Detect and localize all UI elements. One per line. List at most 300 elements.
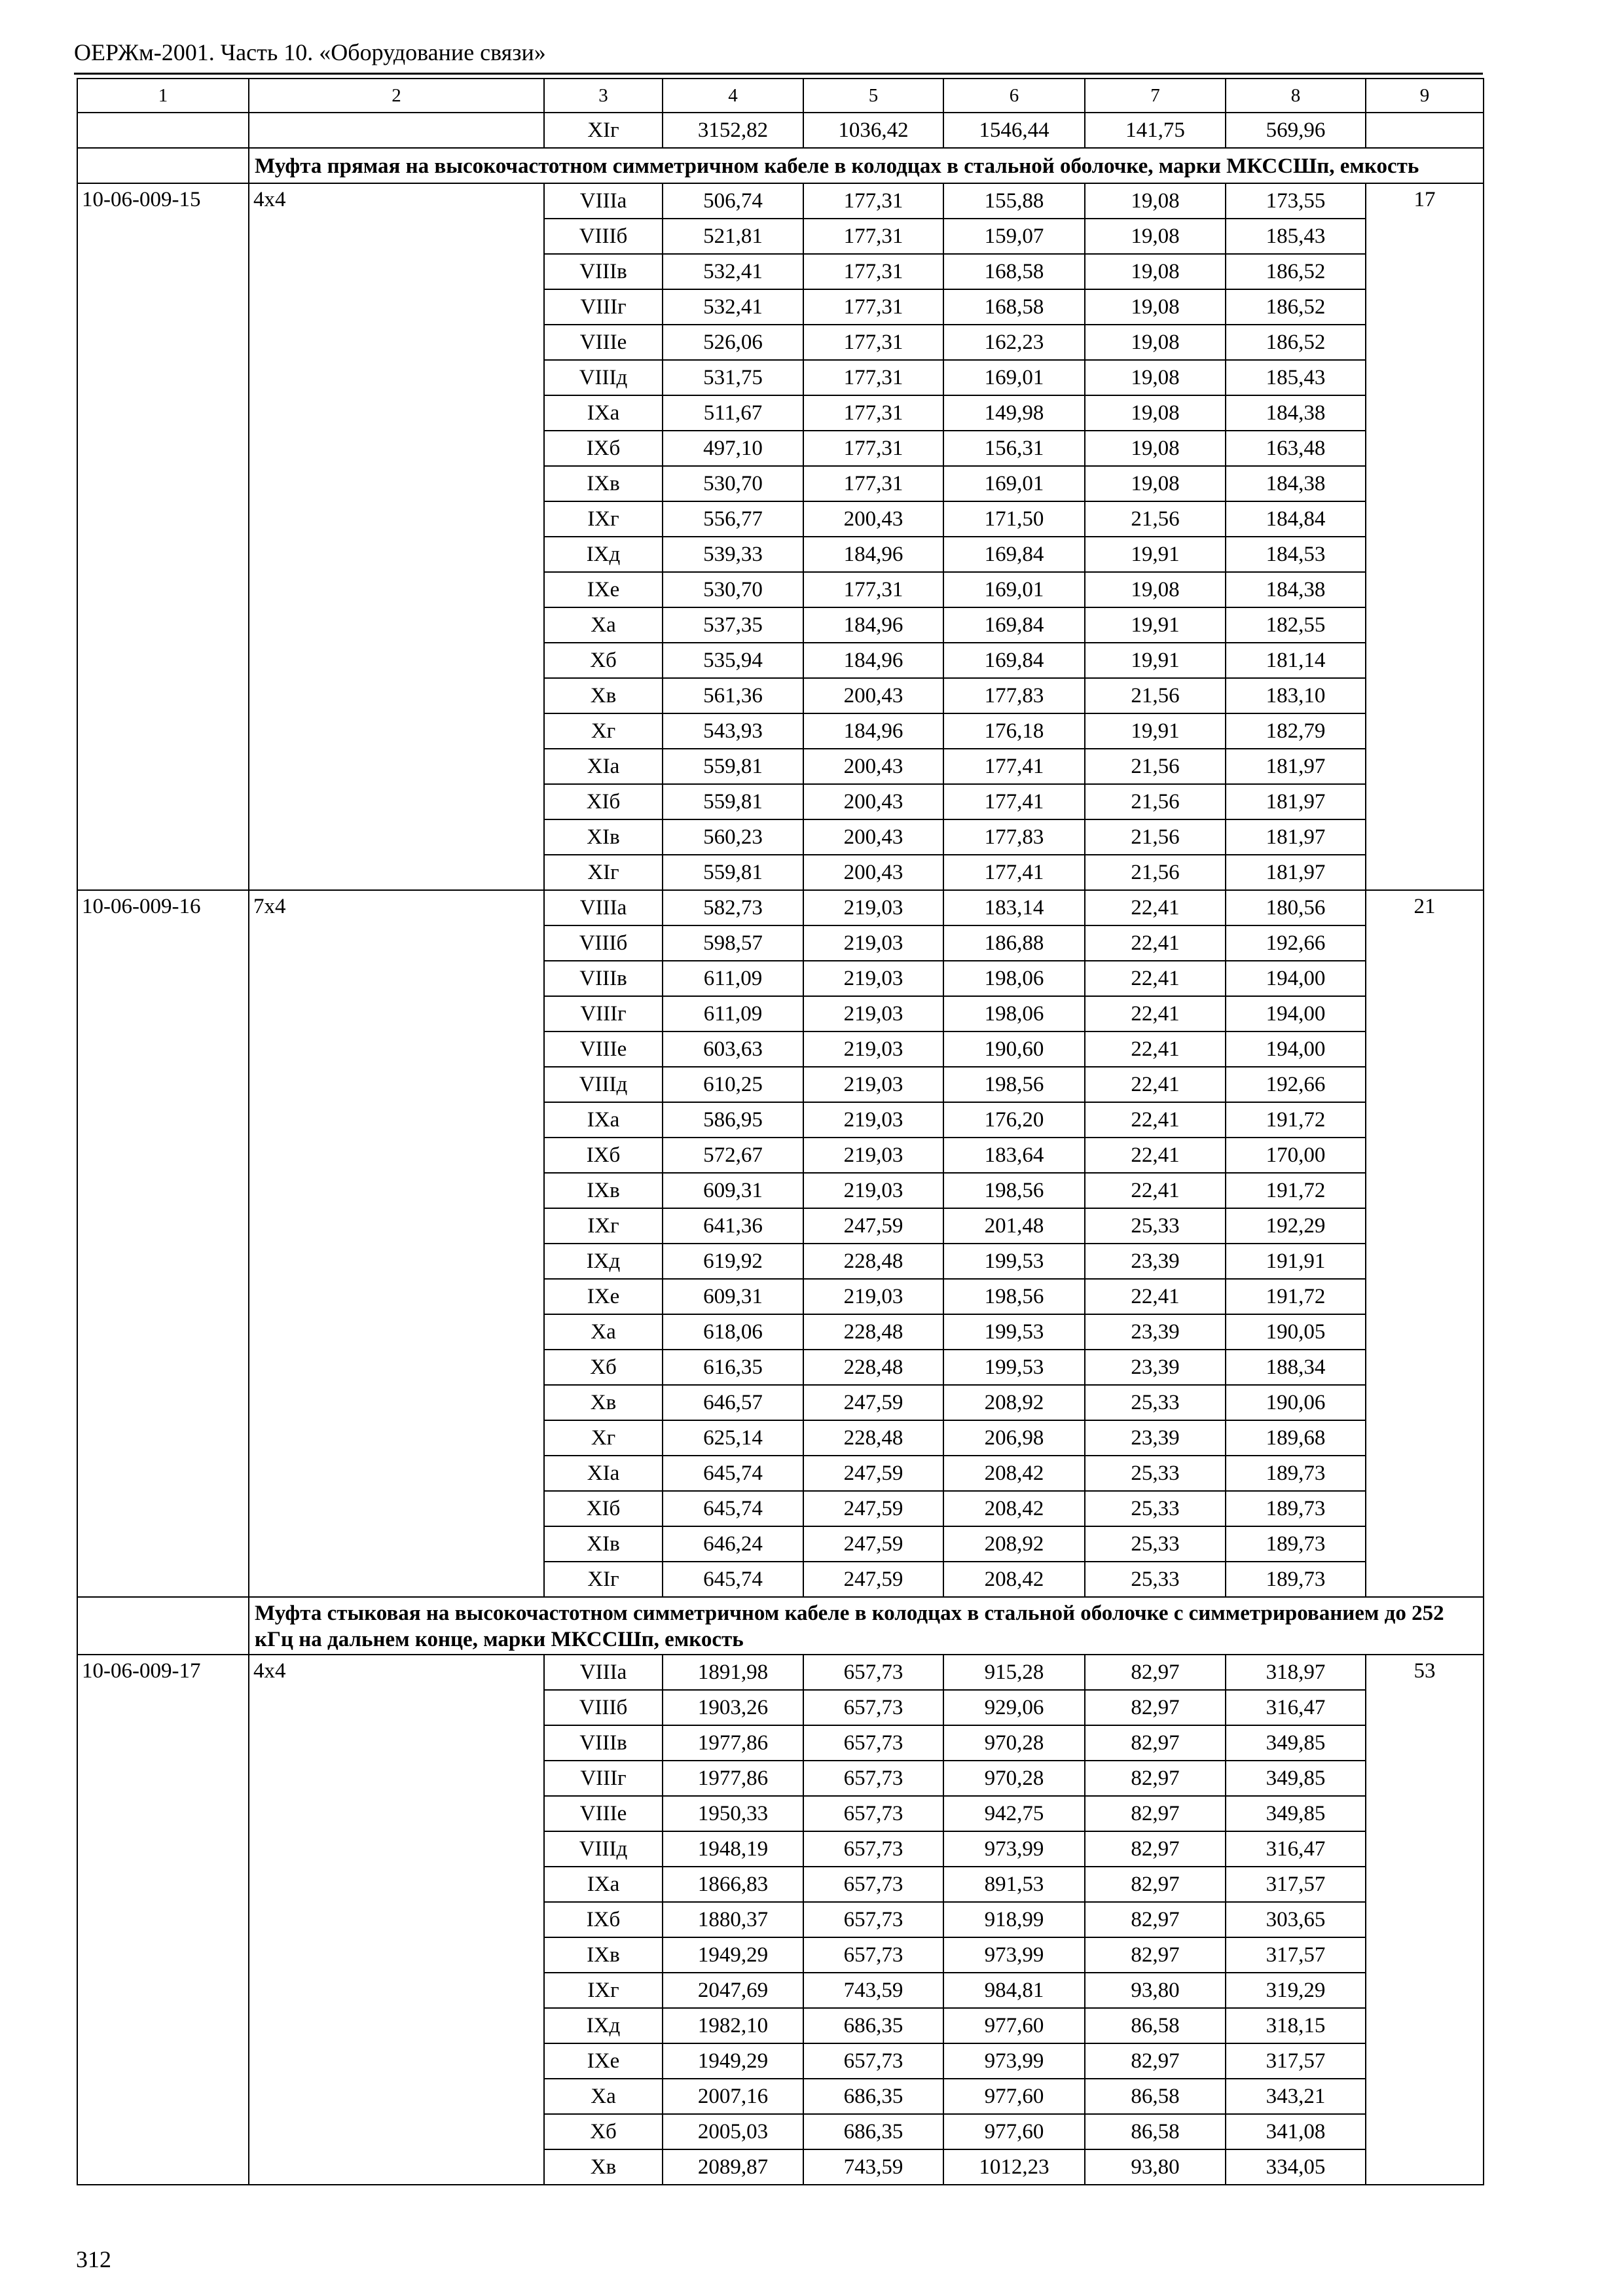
value-cell: 317,57: [1226, 1937, 1366, 1973]
value-cell: 559,81: [663, 855, 803, 890]
value-cell: 22,41: [1085, 1102, 1226, 1138]
value-cell: 521,81: [663, 219, 803, 254]
value-cell: 186,52: [1226, 325, 1366, 360]
value-cell: 191,72: [1226, 1279, 1366, 1314]
value-cell: 192,29: [1226, 1208, 1366, 1244]
value-cell: 168,58: [943, 289, 1085, 325]
value-cell: 977,60: [943, 2079, 1085, 2114]
value-cell: 190,05: [1226, 1314, 1366, 1350]
region-cell: XIа: [544, 749, 663, 784]
value-cell: 21,56: [1085, 819, 1226, 855]
value-cell: 349,85: [1226, 1725, 1366, 1761]
value-cell: 970,28: [943, 1725, 1085, 1761]
value-cell: 82,97: [1085, 1761, 1226, 1796]
value-cell: 559,81: [663, 784, 803, 819]
value-cell: 21,56: [1085, 784, 1226, 819]
value-cell: 645,74: [663, 1491, 803, 1526]
col9-cell: [1366, 113, 1484, 148]
value-cell: 657,73: [803, 1831, 943, 1867]
value-cell: 219,03: [803, 1173, 943, 1208]
value-cell: 219,03: [803, 1102, 943, 1138]
region-cell: XIг: [544, 855, 663, 890]
value-cell: 228,48: [803, 1420, 943, 1456]
value-cell: 184,38: [1226, 572, 1366, 607]
rate-code: 10-06-009-17: [77, 1655, 249, 2185]
value-cell: 189,73: [1226, 1491, 1366, 1526]
value-cell: 186,52: [1226, 289, 1366, 325]
value-cell: 19,91: [1085, 537, 1226, 572]
value-cell: 22,41: [1085, 996, 1226, 1031]
region-cell: Xв: [544, 2149, 663, 2185]
region-cell: VIIIд: [544, 1067, 663, 1102]
value-cell: 191,91: [1226, 1244, 1366, 1279]
region-cell: IXг: [544, 1208, 663, 1244]
value-cell: 228,48: [803, 1350, 943, 1385]
value-cell: 973,99: [943, 1937, 1085, 1973]
value-cell: 686,35: [803, 2114, 943, 2149]
region-cell: IXа: [544, 395, 663, 431]
value-cell: 159,07: [943, 219, 1085, 254]
value-cell: 200,43: [803, 501, 943, 537]
region-cell: XIг: [544, 1562, 663, 1597]
value-cell: 177,31: [803, 466, 943, 501]
value-cell: 199,53: [943, 1350, 1085, 1385]
value-cell: 1949,29: [663, 2043, 803, 2079]
value-cell: 162,23: [943, 325, 1085, 360]
value-cell: 21,56: [1085, 855, 1226, 890]
rate-code: 10-06-009-16: [77, 890, 249, 1597]
value-cell: 163,48: [1226, 431, 1366, 466]
value-cell: 192,66: [1226, 1067, 1366, 1102]
value-cell: 184,96: [803, 537, 943, 572]
value-cell: 194,00: [1226, 961, 1366, 996]
region-cell: Xб: [544, 2114, 663, 2149]
section-blank-cell: [77, 1597, 249, 1655]
region-cell: IXв: [544, 466, 663, 501]
value-cell: 19,08: [1085, 325, 1226, 360]
value-cell: 303,65: [1226, 1902, 1366, 1937]
value-cell: 3152,82: [663, 113, 803, 148]
column-number: 6: [943, 79, 1085, 113]
region-cell: Xб: [544, 1350, 663, 1385]
value-cell: 973,99: [943, 2043, 1085, 2079]
value-cell: 530,70: [663, 466, 803, 501]
value-cell: 82,97: [1085, 1690, 1226, 1725]
value-cell: 543,93: [663, 713, 803, 749]
value-cell: 93,80: [1085, 1973, 1226, 2008]
value-cell: 19,08: [1085, 183, 1226, 219]
value-cell: 19,08: [1085, 254, 1226, 289]
value-cell: 686,35: [803, 2079, 943, 2114]
value-cell: 185,43: [1226, 219, 1366, 254]
region-cell: IXб: [544, 431, 663, 466]
value-cell: 86,58: [1085, 2114, 1226, 2149]
table-body: [77, 79, 1484, 2185]
value-cell: 22,41: [1085, 1031, 1226, 1067]
value-cell: 23,39: [1085, 1244, 1226, 1279]
value-cell: 200,43: [803, 855, 943, 890]
value-cell: 25,33: [1085, 1526, 1226, 1562]
region-cell: IXе: [544, 2043, 663, 2079]
value-cell: 219,03: [803, 996, 943, 1031]
value-cell: 22,41: [1085, 1173, 1226, 1208]
value-cell: 19,08: [1085, 219, 1226, 254]
value-cell: 177,31: [803, 289, 943, 325]
value-cell: 22,41: [1085, 890, 1226, 925]
value-cell: 182,55: [1226, 607, 1366, 643]
column-number: 8: [1226, 79, 1366, 113]
value-cell: 1012,23: [943, 2149, 1085, 2185]
region-cell: Xа: [544, 1314, 663, 1350]
value-cell: 915,28: [943, 1655, 1085, 1690]
header-divider: [74, 73, 1483, 75]
value-cell: 611,09: [663, 961, 803, 996]
value-cell: 611,09: [663, 996, 803, 1031]
value-cell: 198,06: [943, 961, 1085, 996]
value-cell: 1977,86: [663, 1725, 803, 1761]
column-number: 2: [249, 79, 544, 113]
value-cell: 170,00: [1226, 1138, 1366, 1173]
value-cell: 206,98: [943, 1420, 1085, 1456]
value-cell: 21,56: [1085, 501, 1226, 537]
value-cell: 181,97: [1226, 749, 1366, 784]
value-cell: 191,72: [1226, 1102, 1366, 1138]
value-cell: 169,84: [943, 537, 1085, 572]
region-cell: VIIIа: [544, 183, 663, 219]
region-cell: VIIIг: [544, 1761, 663, 1796]
value-cell: 189,73: [1226, 1562, 1366, 1597]
value-cell: 247,59: [803, 1456, 943, 1491]
value-cell: 201,48: [943, 1208, 1085, 1244]
value-cell: 616,35: [663, 1350, 803, 1385]
value-cell: 219,03: [803, 961, 943, 996]
value-cell: 184,53: [1226, 537, 1366, 572]
value-cell: 177,41: [943, 749, 1085, 784]
value-cell: 984,81: [943, 1973, 1085, 2008]
value-cell: 184,96: [803, 643, 943, 678]
value-cell: 247,59: [803, 1491, 943, 1526]
value-cell: 609,31: [663, 1173, 803, 1208]
value-cell: 82,97: [1085, 1725, 1226, 1761]
value-cell: 189,68: [1226, 1420, 1366, 1456]
value-cell: 173,55: [1226, 183, 1366, 219]
value-cell: 657,73: [803, 1690, 943, 1725]
value-cell: 228,48: [803, 1244, 943, 1279]
value-cell: 530,70: [663, 572, 803, 607]
value-cell: 942,75: [943, 1796, 1085, 1831]
value-cell: 657,73: [803, 1761, 943, 1796]
value-cell: 198,56: [943, 1173, 1085, 1208]
value-cell: 598,57: [663, 925, 803, 961]
value-cell: 506,74: [663, 183, 803, 219]
value-cell: 657,73: [803, 1937, 943, 1973]
capacity-cell: 4х4: [249, 183, 544, 890]
region-cell: VIIIа: [544, 890, 663, 925]
value-cell: 200,43: [803, 784, 943, 819]
value-cell: 228,48: [803, 1314, 943, 1350]
value-cell: 82,97: [1085, 1831, 1226, 1867]
section-blank-cell: [77, 148, 249, 183]
value-cell: 610,25: [663, 1067, 803, 1102]
region-cell: IXб: [544, 1138, 663, 1173]
value-cell: 19,08: [1085, 289, 1226, 325]
value-cell: 625,14: [663, 1420, 803, 1456]
value-cell: 177,31: [803, 183, 943, 219]
value-cell: 177,83: [943, 819, 1085, 855]
value-cell: 977,60: [943, 2008, 1085, 2043]
capacity-cell: 7х4: [249, 890, 544, 1597]
value-cell: 532,41: [663, 289, 803, 325]
region-cell: VIIIд: [544, 1831, 663, 1867]
value-cell: 141,75: [1085, 113, 1226, 148]
value-cell: 618,06: [663, 1314, 803, 1350]
region-cell: XIг: [544, 113, 663, 148]
page-number: 312: [76, 2246, 111, 2272]
value-cell: 1950,33: [663, 1796, 803, 1831]
region-cell: Xа: [544, 607, 663, 643]
value-cell: 316,47: [1226, 1831, 1366, 1867]
value-cell: 186,88: [943, 925, 1085, 961]
col9-value: 53: [1366, 1655, 1484, 2185]
region-cell: IXв: [544, 1937, 663, 1973]
region-cell: VIIIв: [544, 1725, 663, 1761]
region-cell: IXв: [544, 1173, 663, 1208]
section-title: Муфта прямая на высокочастотном симметричном кабеле в колодцах в стальной оболочке, марки МКССШп, емкость: [249, 148, 1484, 183]
value-cell: 190,06: [1226, 1385, 1366, 1420]
region-cell: XIа: [544, 1456, 663, 1491]
region-cell: VIIIг: [544, 289, 663, 325]
value-cell: 208,42: [943, 1456, 1085, 1491]
value-cell: 194,00: [1226, 996, 1366, 1031]
region-cell: XIв: [544, 819, 663, 855]
value-cell: 219,03: [803, 1067, 943, 1102]
value-cell: 1977,86: [663, 1761, 803, 1796]
value-cell: 560,23: [663, 819, 803, 855]
value-cell: 511,67: [663, 395, 803, 431]
value-cell: 183,64: [943, 1138, 1085, 1173]
region-cell: IXе: [544, 572, 663, 607]
region-cell: IXг: [544, 1973, 663, 2008]
value-cell: 559,81: [663, 749, 803, 784]
col9-value: 21: [1366, 890, 1484, 1597]
column-number-row: [77, 79, 1484, 113]
value-cell: 177,31: [803, 360, 943, 395]
value-cell: 168,58: [943, 254, 1085, 289]
value-cell: 184,84: [1226, 501, 1366, 537]
value-cell: 539,33: [663, 537, 803, 572]
region-cell: VIIIа: [544, 1655, 663, 1690]
value-cell: 19,08: [1085, 360, 1226, 395]
value-cell: 177,31: [803, 325, 943, 360]
value-cell: 645,74: [663, 1562, 803, 1597]
value-cell: 349,85: [1226, 1796, 1366, 1831]
region-cell: IXе: [544, 1279, 663, 1314]
capacity-cell: 4х4: [249, 1655, 544, 2185]
value-cell: 2007,16: [663, 2079, 803, 2114]
value-cell: 2089,87: [663, 2149, 803, 2185]
value-cell: 247,59: [803, 1208, 943, 1244]
value-cell: 247,59: [803, 1562, 943, 1597]
value-cell: 184,96: [803, 713, 943, 749]
value-cell: 25,33: [1085, 1491, 1226, 1526]
value-cell: 531,75: [663, 360, 803, 395]
value-cell: 189,73: [1226, 1456, 1366, 1491]
value-cell: 2047,69: [663, 1973, 803, 2008]
region-cell: VIIIд: [544, 360, 663, 395]
value-cell: 532,41: [663, 254, 803, 289]
value-cell: 1982,10: [663, 2008, 803, 2043]
value-cell: 171,50: [943, 501, 1085, 537]
value-cell: 657,73: [803, 2043, 943, 2079]
rates-table: [77, 78, 1484, 2185]
value-cell: 1903,26: [663, 1690, 803, 1725]
value-cell: 219,03: [803, 890, 943, 925]
value-cell: 181,14: [1226, 643, 1366, 678]
value-cell: 973,99: [943, 1831, 1085, 1867]
value-cell: 657,73: [803, 1867, 943, 1902]
value-cell: 19,08: [1085, 431, 1226, 466]
value-cell: 743,59: [803, 1973, 943, 2008]
region-cell: XIв: [544, 1526, 663, 1562]
value-cell: 22,41: [1085, 961, 1226, 996]
value-cell: 177,41: [943, 784, 1085, 819]
value-cell: 318,15: [1226, 2008, 1366, 2043]
value-cell: 22,41: [1085, 1279, 1226, 1314]
value-cell: 177,31: [803, 254, 943, 289]
value-cell: 686,35: [803, 2008, 943, 2043]
value-cell: 641,36: [663, 1208, 803, 1244]
region-cell: IXд: [544, 537, 663, 572]
value-cell: 155,88: [943, 183, 1085, 219]
region-cell: VIIIб: [544, 1690, 663, 1725]
value-cell: 198,56: [943, 1067, 1085, 1102]
value-cell: 183,10: [1226, 678, 1366, 713]
table-row: [77, 1655, 1484, 1690]
region-cell: IXа: [544, 1867, 663, 1902]
region-cell: VIIIе: [544, 325, 663, 360]
region-cell: IXг: [544, 501, 663, 537]
value-cell: 21,56: [1085, 749, 1226, 784]
value-cell: 929,06: [943, 1690, 1085, 1725]
value-cell: 572,67: [663, 1138, 803, 1173]
section-header-row: [77, 148, 1484, 183]
value-cell: 22,41: [1085, 1138, 1226, 1173]
value-cell: 199,53: [943, 1244, 1085, 1279]
region-cell: VIIIе: [544, 1031, 663, 1067]
value-cell: 82,97: [1085, 1937, 1226, 1973]
table-row: [77, 113, 1484, 148]
value-cell: 169,84: [943, 643, 1085, 678]
value-cell: 1546,44: [943, 113, 1085, 148]
region-cell: XIб: [544, 784, 663, 819]
table-row: [77, 890, 1484, 925]
value-cell: 219,03: [803, 925, 943, 961]
value-cell: 181,97: [1226, 784, 1366, 819]
value-cell: 247,59: [803, 1526, 943, 1562]
rate-code: 10-06-009-15: [77, 183, 249, 890]
capacity-cell: [249, 113, 544, 148]
value-cell: 184,96: [803, 607, 943, 643]
value-cell: 319,29: [1226, 1973, 1366, 2008]
region-cell: VIIIе: [544, 1796, 663, 1831]
value-cell: 586,95: [663, 1102, 803, 1138]
value-cell: 25,33: [1085, 1385, 1226, 1420]
value-cell: 334,05: [1226, 2149, 1366, 2185]
value-cell: 19,08: [1085, 572, 1226, 607]
code-cell: [77, 113, 249, 148]
value-cell: 176,18: [943, 713, 1085, 749]
value-cell: 200,43: [803, 678, 943, 713]
value-cell: 537,35: [663, 607, 803, 643]
value-cell: 219,03: [803, 1138, 943, 1173]
value-cell: 189,73: [1226, 1526, 1366, 1562]
value-cell: 149,98: [943, 395, 1085, 431]
value-cell: 657,73: [803, 1655, 943, 1690]
value-cell: 1891,98: [663, 1655, 803, 1690]
value-cell: 82,97: [1085, 1655, 1226, 1690]
value-cell: 569,96: [1226, 113, 1366, 148]
value-cell: 19,91: [1085, 713, 1226, 749]
value-cell: 25,33: [1085, 1208, 1226, 1244]
region-cell: IXа: [544, 1102, 663, 1138]
value-cell: 208,42: [943, 1562, 1085, 1597]
column-number: 7: [1085, 79, 1226, 113]
value-cell: 82,97: [1085, 2043, 1226, 2079]
value-cell: 199,53: [943, 1314, 1085, 1350]
region-cell: IXд: [544, 2008, 663, 2043]
region-cell: XIб: [544, 1491, 663, 1526]
value-cell: 200,43: [803, 819, 943, 855]
value-cell: 526,06: [663, 325, 803, 360]
value-cell: 918,99: [943, 1902, 1085, 1937]
value-cell: 341,08: [1226, 2114, 1366, 2149]
value-cell: 184,38: [1226, 395, 1366, 431]
table-row: [77, 183, 1484, 219]
value-cell: 582,73: [663, 890, 803, 925]
value-cell: 19,08: [1085, 466, 1226, 501]
value-cell: 317,57: [1226, 1867, 1366, 1902]
value-cell: 169,01: [943, 360, 1085, 395]
value-cell: 317,57: [1226, 2043, 1366, 2079]
value-cell: 183,14: [943, 890, 1085, 925]
value-cell: 185,43: [1226, 360, 1366, 395]
value-cell: 86,58: [1085, 2079, 1226, 2114]
value-cell: 535,94: [663, 643, 803, 678]
value-cell: 977,60: [943, 2114, 1085, 2149]
region-cell: Xв: [544, 1385, 663, 1420]
region-cell: Xг: [544, 713, 663, 749]
value-cell: 1880,37: [663, 1902, 803, 1937]
value-cell: 657,73: [803, 1902, 943, 1937]
value-cell: 192,66: [1226, 925, 1366, 961]
value-cell: 603,63: [663, 1031, 803, 1067]
value-cell: 19,91: [1085, 643, 1226, 678]
value-cell: 497,10: [663, 431, 803, 466]
value-cell: 198,06: [943, 996, 1085, 1031]
section-title: Муфта стыковая на высокочастотном симметричном кабеле в колодцах в стальной оболочке с симметрированием до 252 кГц на дальнем конце, марки МКССШп, емкость: [249, 1597, 1484, 1655]
value-cell: 318,97: [1226, 1655, 1366, 1690]
value-cell: 891,53: [943, 1867, 1085, 1902]
region-cell: IXд: [544, 1244, 663, 1279]
value-cell: 86,58: [1085, 2008, 1226, 2043]
value-cell: 182,79: [1226, 713, 1366, 749]
value-cell: 657,73: [803, 1725, 943, 1761]
value-cell: 343,21: [1226, 2079, 1366, 2114]
column-number: 4: [663, 79, 803, 113]
value-cell: 25,33: [1085, 1456, 1226, 1491]
value-cell: 191,72: [1226, 1173, 1366, 1208]
value-cell: 208,92: [943, 1385, 1085, 1420]
